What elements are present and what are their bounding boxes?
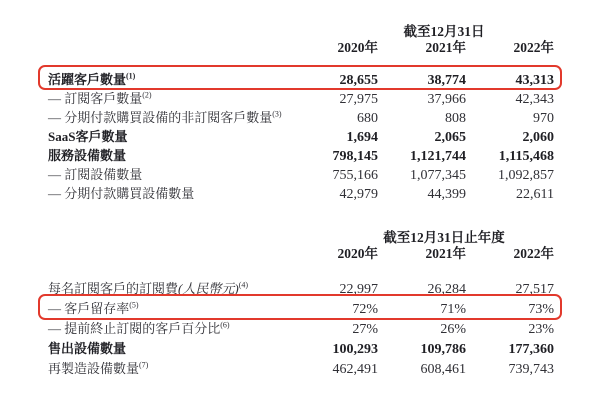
section-gap <box>48 202 554 226</box>
metric-label <box>48 358 298 377</box>
metric-value: 23% <box>528 322 554 337</box>
metric-label-text: 服務設備數量 <box>48 148 127 163</box>
year-column-header: 2022年 <box>513 40 554 55</box>
period-header-row <box>48 226 554 245</box>
table-row-customer-retention-rate <box>48 298 554 318</box>
metric-value: 27,975 <box>339 92 378 107</box>
table-row-active-customers <box>48 69 554 88</box>
metric-label <box>48 338 298 357</box>
metric-label <box>48 145 298 164</box>
period-header-row <box>48 20 554 39</box>
metric-value: 28,655 <box>339 73 378 88</box>
metric-value: 680 <box>357 111 378 126</box>
metric-value: 1,694 <box>346 130 378 145</box>
metric-value: 42,979 <box>339 187 378 202</box>
metric-label <box>48 164 298 183</box>
metric-value: 798,145 <box>332 149 378 164</box>
metric-value: 71% <box>440 302 466 317</box>
metric-label <box>48 298 298 317</box>
metric-label-text: — 訂閱客戶數量 <box>48 91 143 106</box>
metric-value: 73% <box>528 302 554 317</box>
metric-value: 1,092,857 <box>498 168 554 183</box>
metric-label <box>48 318 298 337</box>
year-column-header: 2021年 <box>425 40 466 55</box>
metric-value: 72% <box>352 302 378 317</box>
metric-value: 38,774 <box>427 73 466 88</box>
metric-value: 177,360 <box>508 342 554 357</box>
metric-value: 2,065 <box>434 130 466 145</box>
metric-label-text: SaaS客戶數量 <box>48 129 128 144</box>
metric-value: 44,399 <box>427 187 466 202</box>
metric-value: 970 <box>533 111 554 126</box>
footnote-marker: (1) <box>126 71 136 81</box>
table-row-remanufactured-devices <box>48 358 554 378</box>
metric-label-text: 售出設備數量 <box>48 341 127 356</box>
metric-label-text: 每名訂閱客戶的訂閱費 <box>48 281 179 296</box>
metric-label-unit: (人民幣元) <box>178 281 239 296</box>
footnote-marker: (3) <box>272 109 282 119</box>
footnote-marker: (7) <box>139 360 149 370</box>
metric-value: 1,121,744 <box>410 149 466 164</box>
metric-value: 26% <box>440 322 466 337</box>
metric-value: 608,461 <box>420 362 466 377</box>
table-row-subscription-customers <box>48 88 554 107</box>
footnote-marker: (2) <box>142 90 152 100</box>
period-header: 截至12月31日止年度 <box>383 230 505 245</box>
metric-label-text: — 分期付款購買設備數量 <box>48 186 195 201</box>
table-section-2 <box>48 226 554 378</box>
metric-label-text: 再製造設備數量 <box>48 361 140 376</box>
metric-value: 42,343 <box>515 92 554 107</box>
metric-value: 1,077,345 <box>410 168 466 183</box>
metric-label <box>48 183 298 202</box>
metric-value: 2,060 <box>522 130 554 145</box>
metric-label <box>48 278 298 297</box>
table-row-devices-in-service <box>48 145 554 164</box>
metric-label <box>48 69 298 88</box>
metric-value: 739,743 <box>508 362 554 377</box>
metric-value: 26,284 <box>427 282 466 297</box>
year-column-header: 2020年 <box>337 246 378 261</box>
metric-value: 37,966 <box>427 92 466 107</box>
metric-label-text: — 訂閱設備數量 <box>48 167 143 182</box>
year-column-header: 2022年 <box>513 246 554 261</box>
metric-value: 755,166 <box>332 168 378 183</box>
metric-value: 109,786 <box>420 342 466 357</box>
footnote-marker: (4) <box>238 280 249 290</box>
metric-label-text: — 提前終止訂閱的客戶百分比 <box>48 321 221 336</box>
metric-label <box>48 126 298 145</box>
table-row-devices-sold <box>48 338 554 358</box>
table-row-subscription-devices <box>48 164 554 183</box>
metric-label <box>48 88 298 107</box>
footnote-marker: (6) <box>220 320 230 330</box>
table-row-nonsubscription-customers <box>48 107 554 126</box>
metric-value: 22,997 <box>339 282 378 297</box>
metric-value: 27,517 <box>515 282 554 297</box>
footnote-marker: (5) <box>129 300 139 310</box>
table-row-subscription-fee <box>48 278 554 298</box>
metric-value: 808 <box>445 111 466 126</box>
metric-value: 27% <box>352 322 378 337</box>
year-column-header: 2021年 <box>425 246 466 261</box>
metric-value: 43,313 <box>515 73 554 88</box>
metric-value: 462,491 <box>332 362 378 377</box>
metric-value: 1,115,468 <box>498 149 554 164</box>
metric-value: 100,293 <box>332 342 378 357</box>
table-section-1 <box>48 20 554 202</box>
period-header: 截至12月31日 <box>403 24 485 39</box>
metric-label <box>48 107 298 126</box>
table-row-early-termination-pct <box>48 318 554 338</box>
metric-label-text: — 客戶留存率 <box>48 301 130 316</box>
metric-label-text: 活躍客戶數量 <box>48 72 127 87</box>
metric-value: 22,611 <box>516 187 554 202</box>
year-column-header: 2020年 <box>337 40 378 55</box>
metric-label-text: — 分期付款購買設備的非訂閱客戶數量 <box>48 110 273 125</box>
table-row-saas-customers <box>48 126 554 145</box>
table-row-installment-devices <box>48 183 554 202</box>
